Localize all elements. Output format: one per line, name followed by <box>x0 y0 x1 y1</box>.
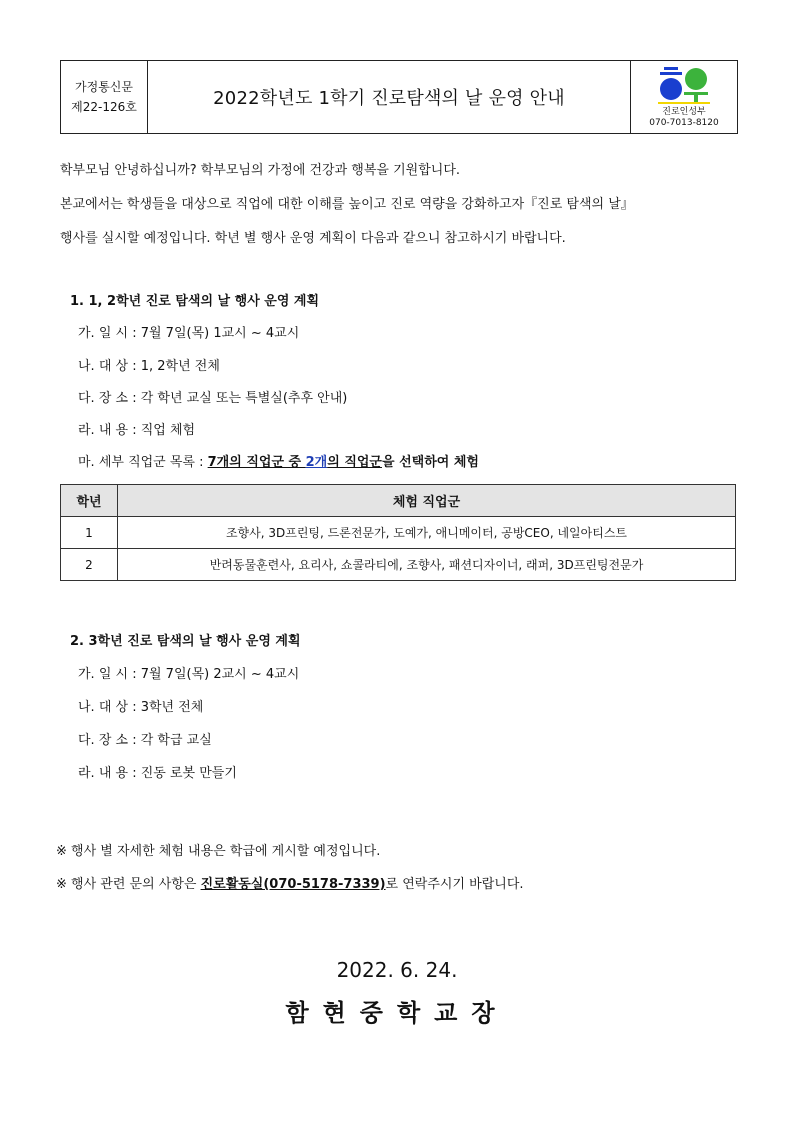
logo-cell <box>631 61 737 133</box>
detail-emphasis-c: 의 직업군 <box>327 455 382 470</box>
document-header <box>60 60 738 134</box>
detail-label: 마. 세부 직업군 목록 : <box>78 455 208 470</box>
note-2-suffix: 로 연락주시기 바랍니다. <box>385 877 524 892</box>
section-2-item: 다. 장 소 : 각 학급 교실 <box>78 733 212 748</box>
row-job-groups: 조향사, 3D프린팅, 드론전문가, 도예가, 애니메이터, 공방CEO, 네일아티스트 <box>118 517 736 549</box>
table-header-row <box>61 485 736 517</box>
note-1: ※ 행사 별 자세한 체험 내용은 학급에 게시할 예정입니다. <box>56 844 381 859</box>
detail-emphasis-a: 7개의 직업군 중 <box>207 455 306 470</box>
section-1-item: 다. 장 소 : 각 학년 교실 또는 특별실(추후 안내) <box>78 391 348 406</box>
contact-info: 진로활동실(070-5178-7339) <box>200 877 386 892</box>
header-job-groups: 체험 직업군 <box>118 485 736 517</box>
table-row <box>61 549 736 581</box>
section-2-item: 가. 일 시 : 7월 7일(목) 2교시 ~ 4교시 <box>78 667 300 682</box>
table-row <box>61 517 736 549</box>
doc-info-cell <box>61 61 148 133</box>
section-1-item: 라. 내 용 : 직업 체험 <box>78 423 196 438</box>
header-grade: 학년 <box>61 485 118 517</box>
issue-date: 2022. 6. 24. <box>336 958 458 982</box>
page-title: 2022학년도 1학기 진로탐색의 날 운영 안내 <box>148 61 631 133</box>
intro-line-1: 학부모님 안녕하십니까? 학부모님의 가정에 건강과 행복을 기원합니다. <box>60 163 461 178</box>
section-2-item: 라. 내 용 : 진동 로봇 만들기 <box>78 766 237 781</box>
doc-type: 가정통신문 <box>75 80 133 94</box>
detail-emphasis-d: 을 선택하여 체험 <box>382 455 479 470</box>
principal-signature: 함현중학교장 <box>285 999 509 1027</box>
note-2 <box>56 873 524 892</box>
logo-department: 진로인성부 <box>662 107 706 117</box>
section-2-title: 2. 3학년 진로 탐색의 날 행사 운영 계획 <box>70 634 301 649</box>
intro-line-3: 행사를 실시할 예정입니다. 학년 별 행사 운영 계획이 다음과 같으니 참고하시기 바랍니다. <box>60 231 566 246</box>
row-job-groups: 반려동물훈련사, 요리사, 쇼콜라티에, 조향사, 패션디자이너, 래퍼, 3D프린팅전문가 <box>118 549 736 581</box>
note-2-prefix: ※ 행사 관련 문의 사항은 <box>56 877 201 892</box>
detail-emphasis-b: 2개 <box>305 455 328 470</box>
school-logo-icon <box>656 65 712 105</box>
row-grade: 1 <box>61 517 118 549</box>
section-2-item: 나. 대 상 : 3학년 전체 <box>78 700 204 715</box>
section-1-item: 가. 일 시 : 7월 7일(목) 1교시 ~ 4교시 <box>78 326 300 341</box>
section-1-item: 나. 대 상 : 1, 2학년 전체 <box>78 359 220 374</box>
doc-number: 제22-126호 <box>71 100 137 114</box>
intro-line-2: 본교에서는 학생들을 대상으로 직업에 대한 이해를 높이고 진로 역량을 강화하고자『진로 탐색의 날』 <box>60 197 634 212</box>
section-1-detail <box>78 451 479 470</box>
section-1-title: 1. 1, 2학년 진로 탐색의 날 행사 운영 계획 <box>70 294 320 309</box>
logo-phone: 070-7013-8120 <box>649 118 719 128</box>
job-groups-table <box>60 484 736 581</box>
row-grade: 2 <box>61 549 118 581</box>
